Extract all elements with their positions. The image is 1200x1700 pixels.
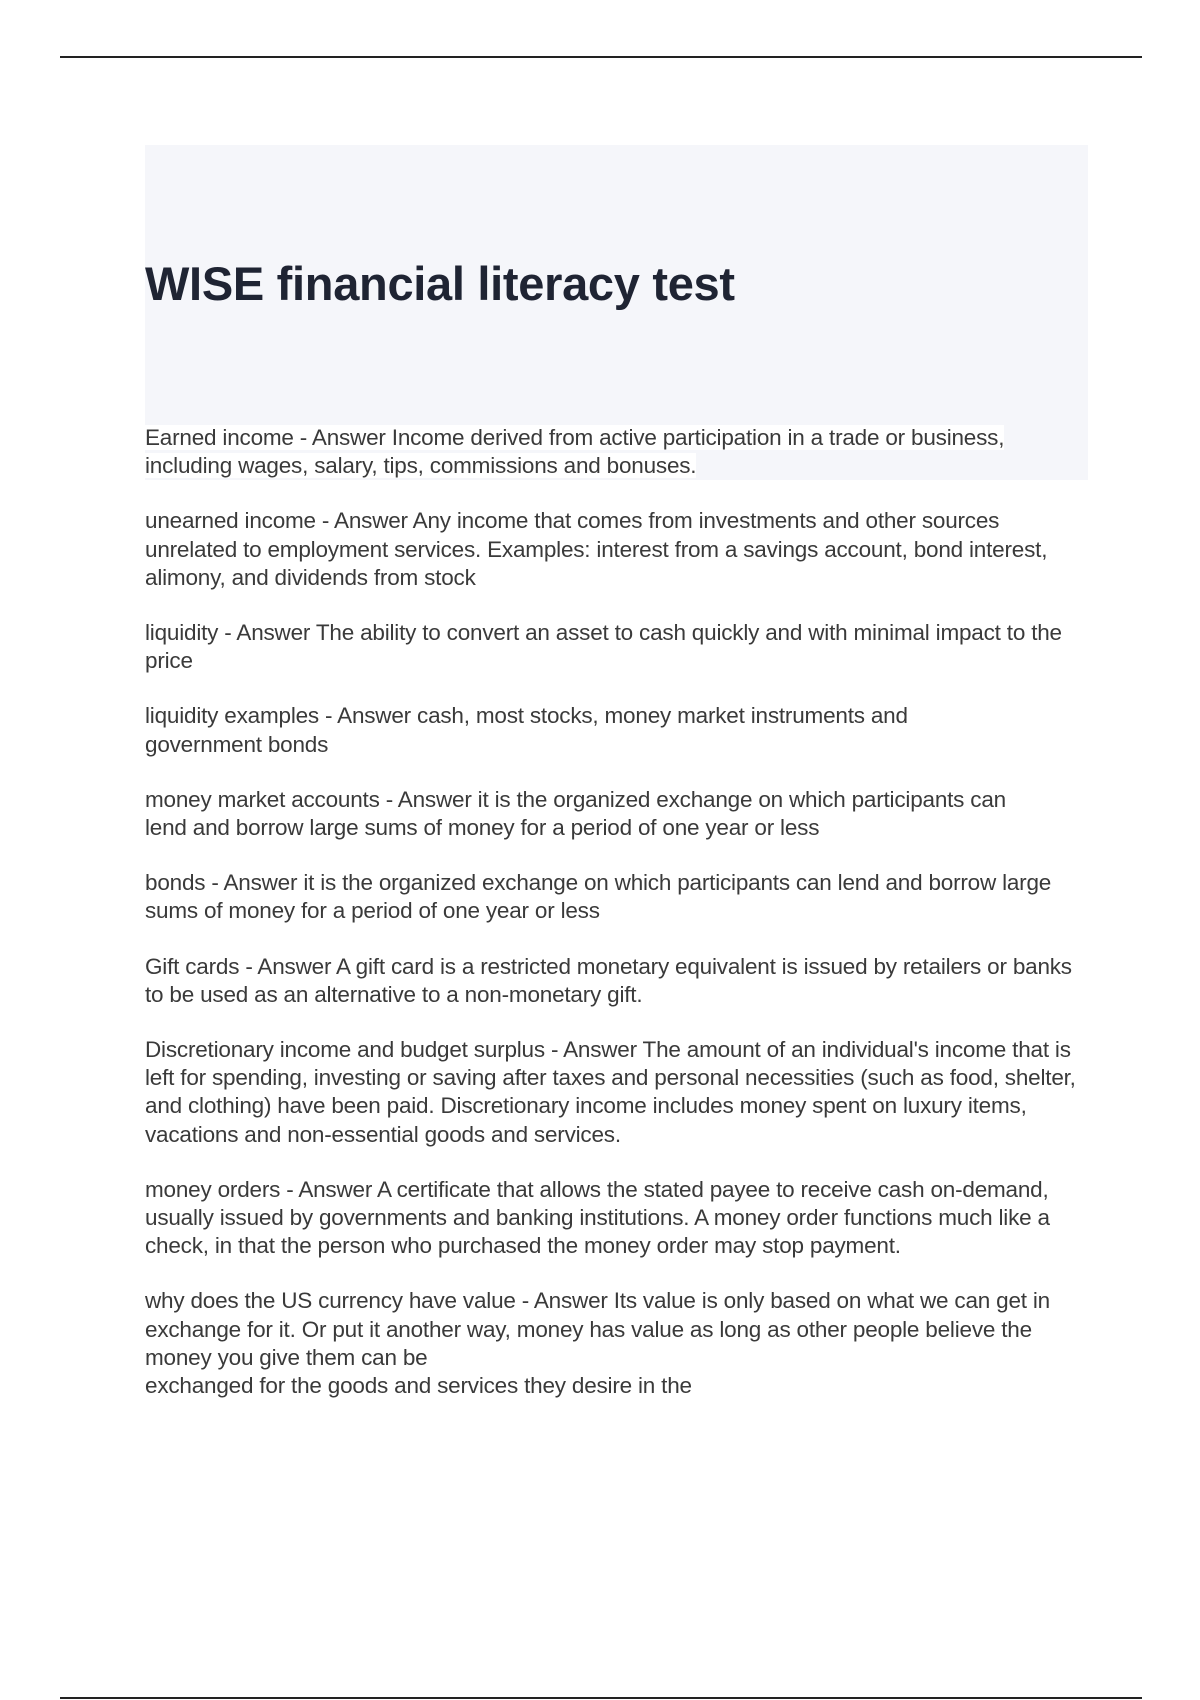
list-item: liquidity - Answer The ability to convert an asset to cash quickly and with minimal impact to the price [145, 620, 1062, 674]
flashcard-list [145, 424, 1095, 1400]
list-item: money orders - Answer A certificate that allows the stated payee to receive cash on-demand, usually issued by governments and banking institutions. A money order functions much like a check, in that the person who purchased the money order may stop payment. [145, 1176, 1050, 1259]
list-item: liquidity examples - Answer cash, most stocks, money market instruments and government bonds [145, 703, 908, 757]
list-item: Earned income - Answer Income derived from active participation in a trade or business, including wages, salary, tips, commissions and bonuses. [145, 425, 1005, 479]
list-item: money market accounts - Answer it is the organized exchange on which participants can lend and borrow large sums of money for a period of one year or less [145, 786, 1006, 841]
list-item: Discretionary income and budget surplus - Answer The amount of an individual's income that is left for spending, investing or saving after taxes and personal necessities (such as food, shelter, and clothing) have been paid. Discretionary income includes money spent on luxury items, vacations and non-essential goods and services. [145, 1037, 1076, 1147]
list-item: bonds - Answer it is the organized exchange on which participants can lend and borrow large sums of money for a period of one year or less [145, 870, 1052, 924]
header-divider [60, 56, 1142, 58]
list-item: Gift cards - Answer A gift card is a restricted monetary equivalent is issued by retailers or banks to be used as an alternative to a non-monetary gift. [145, 953, 1072, 1007]
list-item: unearned income - Answer Any income that comes from investments and other sources unrelated to employment services. Examples: interest from a savings account, bond interest, alimony, and dividends from stock [145, 508, 1048, 590]
footer-divider [60, 1697, 1142, 1699]
page-title: WISE financial literacy test [145, 257, 735, 310]
list-item: why does the US currency have value - Answer Its value is only based on what we can get in exchange for it. Or put it another way, money has value as long as other people believe the money you give them can be exchanged for the goods and services they desire in the [145, 1288, 1050, 1399]
